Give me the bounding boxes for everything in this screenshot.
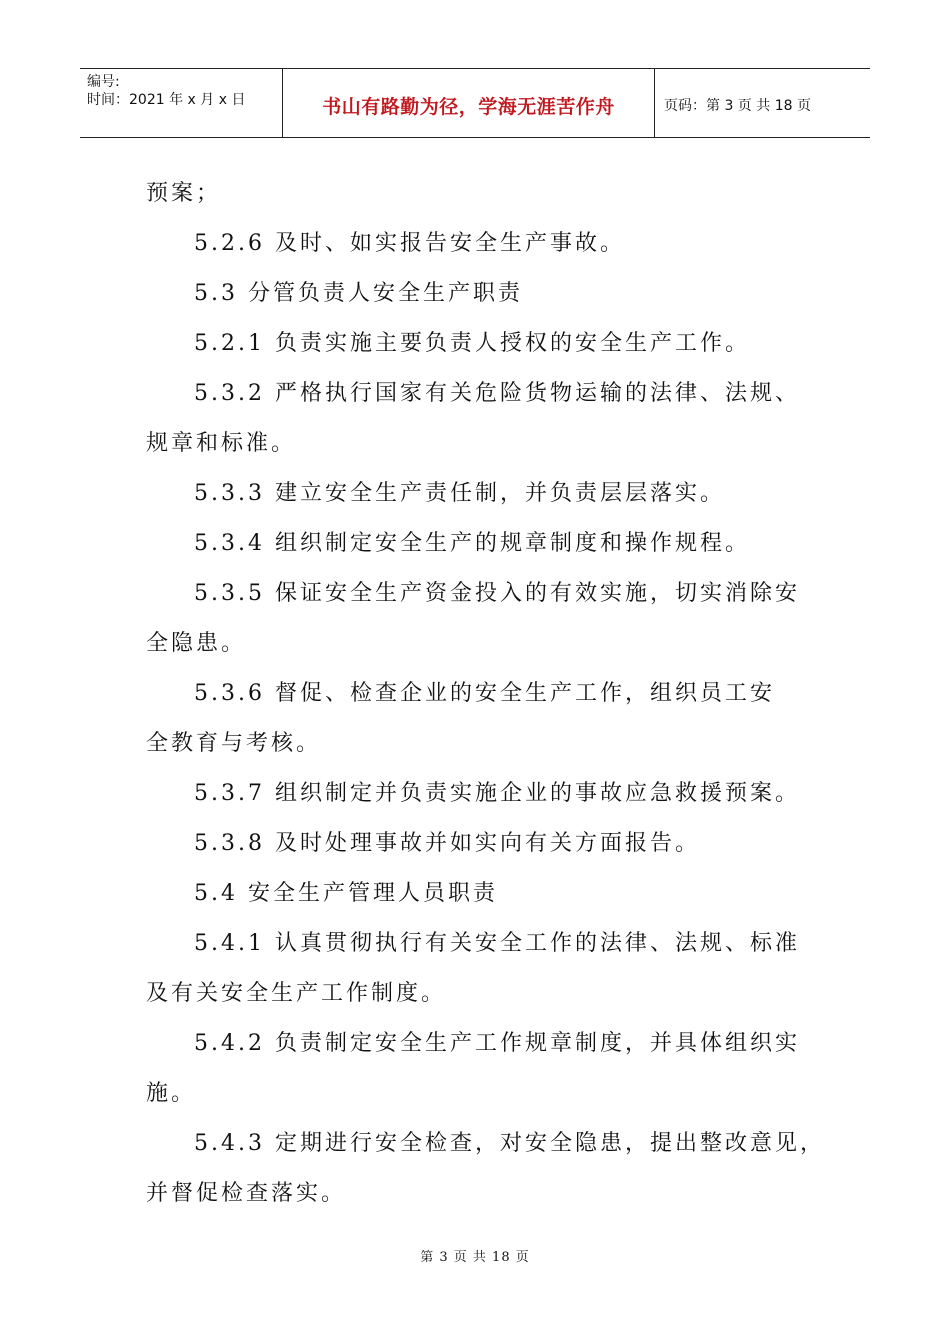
number-label: 编号: <box>87 74 120 90</box>
paragraph-line: 预案； <box>146 181 222 206</box>
paragraph-line: 施。 <box>146 1081 197 1106</box>
paragraph <box>146 469 826 519</box>
paragraph-line: 5.2.1 负责实施主要负责人授权的安全生产工作。 <box>194 331 750 356</box>
page-header <box>80 68 870 138</box>
paragraph-line: 并督促检查落实。 <box>146 1181 347 1206</box>
paragraph-line: 及有关安全生产工作制度。 <box>146 981 447 1006</box>
paragraph <box>146 1119 826 1219</box>
paragraph <box>146 669 826 769</box>
paragraph-line: 全隐患。 <box>146 631 247 656</box>
paragraph <box>146 819 826 869</box>
document-body <box>146 169 826 1219</box>
paragraph <box>146 269 826 319</box>
paragraph <box>146 219 826 269</box>
paragraph-line: 5.3.5 保证安全生产资金投入的有效实施，切实消除安 <box>194 581 800 606</box>
paragraph-line: 5.3.3 建立安全生产责任制，并负责层层落实。 <box>194 481 725 506</box>
paragraph <box>146 319 826 369</box>
paragraph-line: 5.3.6 督促、检查企业的安全生产工作，组织员工安 <box>194 681 775 706</box>
header-motto: 书山有路勤为径，学海无涯苦作舟 <box>283 69 655 137</box>
header-meta <box>80 69 283 137</box>
paragraph-line: 全教育与考核。 <box>146 731 322 756</box>
paragraph-line: 5.3.4 组织制定安全生产的规章制度和操作规程。 <box>194 531 750 556</box>
header-page-code: 页码：第 3 页 共 18 页 <box>664 98 811 114</box>
paragraph-line: 5.2.6 及时、如实报告安全生产事故。 <box>194 231 625 256</box>
paragraph-line: 5.3.2 严格执行国家有关危险货物运输的法律、法规、 <box>194 381 800 406</box>
paragraph-line: 5.4.3 定期进行安全检查，对安全隐患，提出整改意见， <box>194 1131 825 1156</box>
time-label: 时间：2021 年 x 月 x 日 <box>87 92 246 108</box>
paragraph <box>146 769 826 819</box>
paragraph <box>146 569 826 669</box>
paragraph-line: 5.3.8 及时处理事故并如实向有关方面报告。 <box>194 831 700 856</box>
paragraph <box>146 1019 826 1119</box>
paragraph <box>146 919 826 1019</box>
paragraph-line: 规章和标准。 <box>146 431 297 456</box>
paragraph <box>146 869 826 919</box>
paragraph <box>146 369 826 469</box>
paragraph-line: 5.3.7 组织制定并负责实施企业的事故应急救援预案。 <box>194 781 800 806</box>
paragraph <box>146 169 826 219</box>
paragraph-line: 5.4 安全生产管理人员职责 <box>194 881 498 906</box>
page-footer: 第 3 页 共 18 页 <box>420 1250 530 1265</box>
paragraph-line: 5.4.1 认真贯彻执行有关安全工作的法律、法规、标准 <box>194 931 800 956</box>
paragraph-line: 5.4.2 负责制定安全生产工作规章制度，并具体组织实 <box>194 1031 800 1056</box>
paragraph <box>146 519 826 569</box>
paragraph-line: 5.3 分管负责人安全生产职责 <box>194 281 523 306</box>
